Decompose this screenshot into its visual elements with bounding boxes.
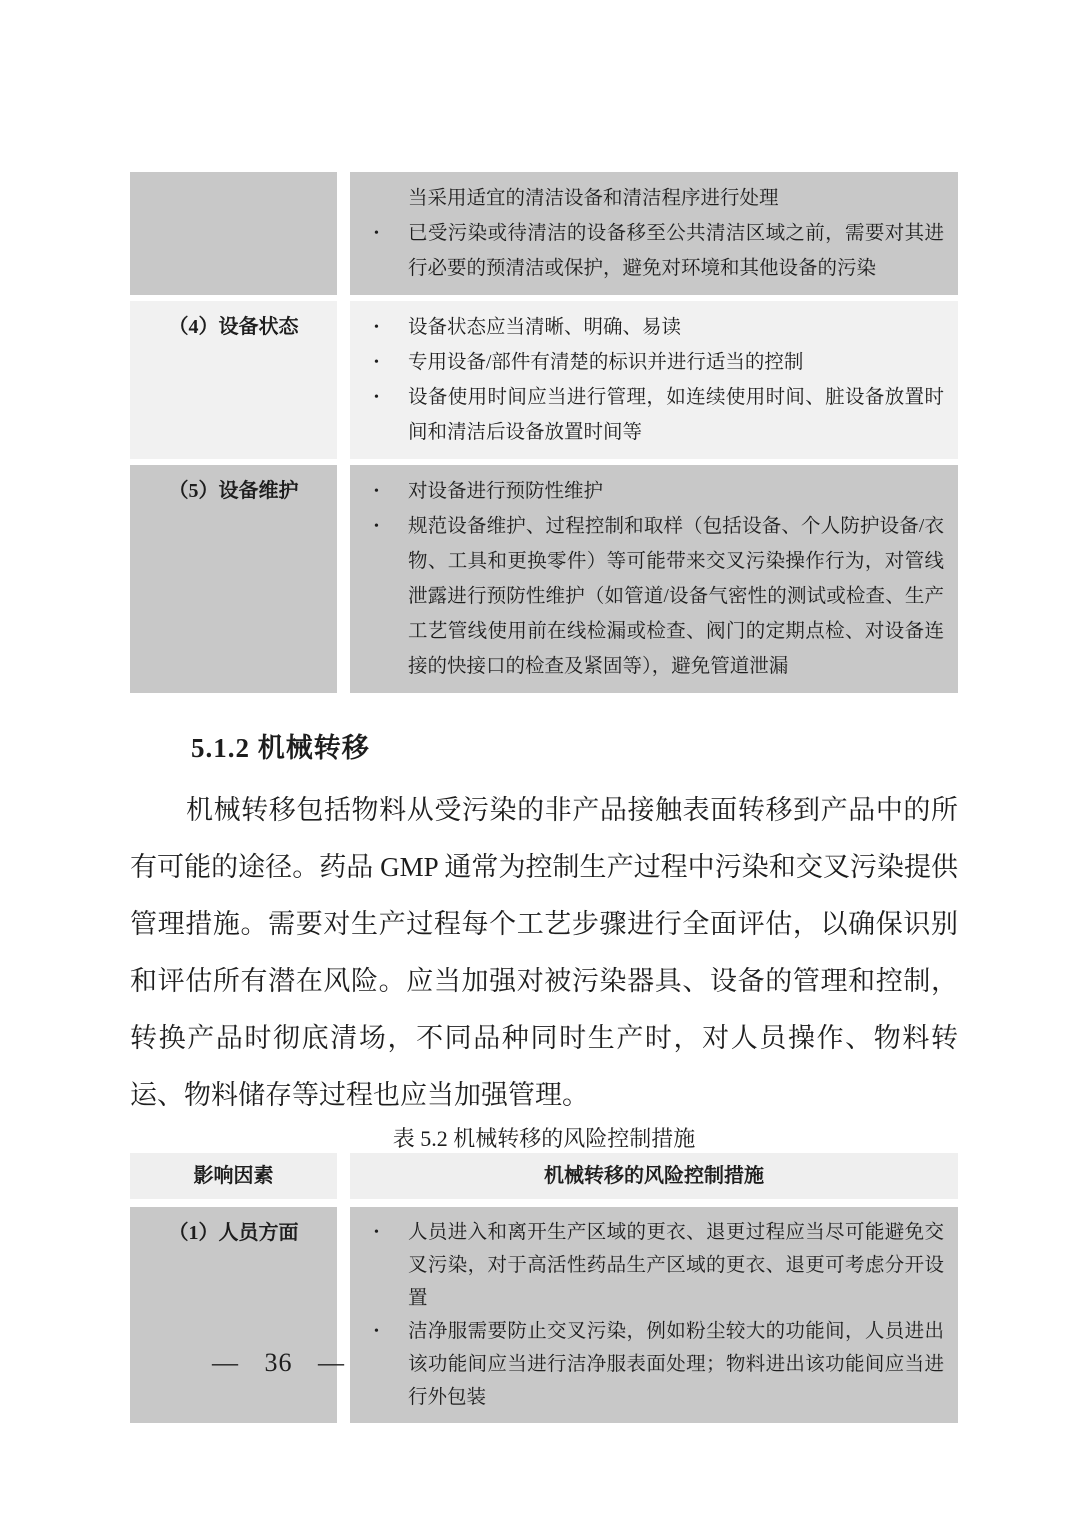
row-label: （1）人员方面	[130, 1207, 337, 1423]
table-header-row	[130, 1153, 958, 1199]
row-content	[350, 301, 958, 459]
bullet-text: 对设备进行预防性维护	[408, 481, 604, 502]
continuation-line	[350, 181, 944, 216]
table-caption: 表 5.2 机械转移的风险控制措施	[392, 1126, 696, 1151]
table-row	[130, 301, 958, 459]
table-row	[130, 172, 958, 295]
bullet-text: 设备使用时间应当进行管理，如连续使用时间、脏设备放置时间和清洁后设备放置时间等	[408, 387, 944, 443]
bullet-icon: •	[374, 484, 379, 499]
bullet-icon: •	[374, 1225, 379, 1240]
row-label: （4）设备状态	[130, 301, 337, 459]
body-paragraph: 机械转移包括物料从受污染的非产品接触表面转移到产品中的所有可能的途径。药品 GMP 通常为控制生产过程中污染和交叉污染提供管理措施。需要对生产过程每个工艺步骤进行全面评估，以确保识别和评估所有潜在风险。应当加强对被污染器具、设备的管理和控制，转换产品时彻底清场，不同品种同时生产时，对人员操作、物料转运、物料储存等过程也应当加强管理。	[130, 795, 958, 1110]
row-label: （5）设备维护	[130, 465, 337, 693]
bullet-icon: •	[374, 390, 379, 405]
row-content	[350, 172, 958, 295]
section-heading: 5.1.2 机械转移	[191, 733, 370, 763]
bullet-text: 洁净服需要防止交叉污染，例如粉尘较大的功能间，人员进出该功能间应当进行洁净服表面处理；物料进出该功能间应当进行外包装	[408, 1321, 944, 1408]
row-label	[130, 172, 337, 295]
bullet-item	[350, 509, 944, 684]
page-number: — 36 —	[212, 1348, 345, 1377]
bullet-icon: •	[374, 355, 379, 370]
mechanical-transfer-table	[130, 1153, 958, 1429]
bullet-icon: •	[374, 1324, 379, 1339]
bullet-item	[350, 310, 944, 345]
bullet-item	[350, 216, 944, 286]
bullet-text: 专用设备/部件有清楚的标识并进行适当的控制	[408, 352, 804, 373]
bullet-text: 设备状态应当清晰、明确、易读	[408, 317, 682, 338]
table-row	[130, 1207, 958, 1423]
bullet-item	[350, 1315, 944, 1414]
equipment-risk-table	[130, 172, 958, 699]
row-content	[350, 1207, 958, 1423]
row-content	[350, 465, 958, 693]
bullet-text: 人员进入和离开生产区域的更衣、退更过程应当尽可能避免交叉污染，对于高活性药品生产区域的更衣、退更可考虑分开设置	[408, 1222, 944, 1309]
column-header: 影响因素	[130, 1153, 337, 1199]
bullet-item	[350, 474, 944, 509]
bullet-item	[350, 345, 944, 380]
bullet-text: 已受污染或待清洁的设备移至公共清洁区域之前，需要对其进行必要的预清洁或保护，避免对环境和其他设备的污染	[408, 223, 944, 279]
bullet-text: 规范设备维护、过程控制和取样（包括设备、个人防护设备/衣物、工具和更换零件）等可能带来交叉污染操作行为，对管线泄露进行预防性维护（如管道/设备气密性的测试或检查、生产工艺管线使用前在线检漏或检查、阀门的定期点检、对设备连接的快接口的检查及紧固等），避免管道泄漏	[408, 516, 944, 677]
column-header: 机械转移的风险控制措施	[350, 1153, 958, 1199]
bullet-text: 当采用适宜的清洁设备和清洁程序进行处理	[408, 188, 779, 209]
bullet-icon: •	[374, 519, 379, 534]
bullet-item	[350, 1216, 944, 1315]
table-row	[130, 465, 958, 693]
bullet-icon: •	[374, 320, 379, 335]
bullet-item	[350, 380, 944, 450]
bullet-icon: •	[374, 226, 379, 241]
